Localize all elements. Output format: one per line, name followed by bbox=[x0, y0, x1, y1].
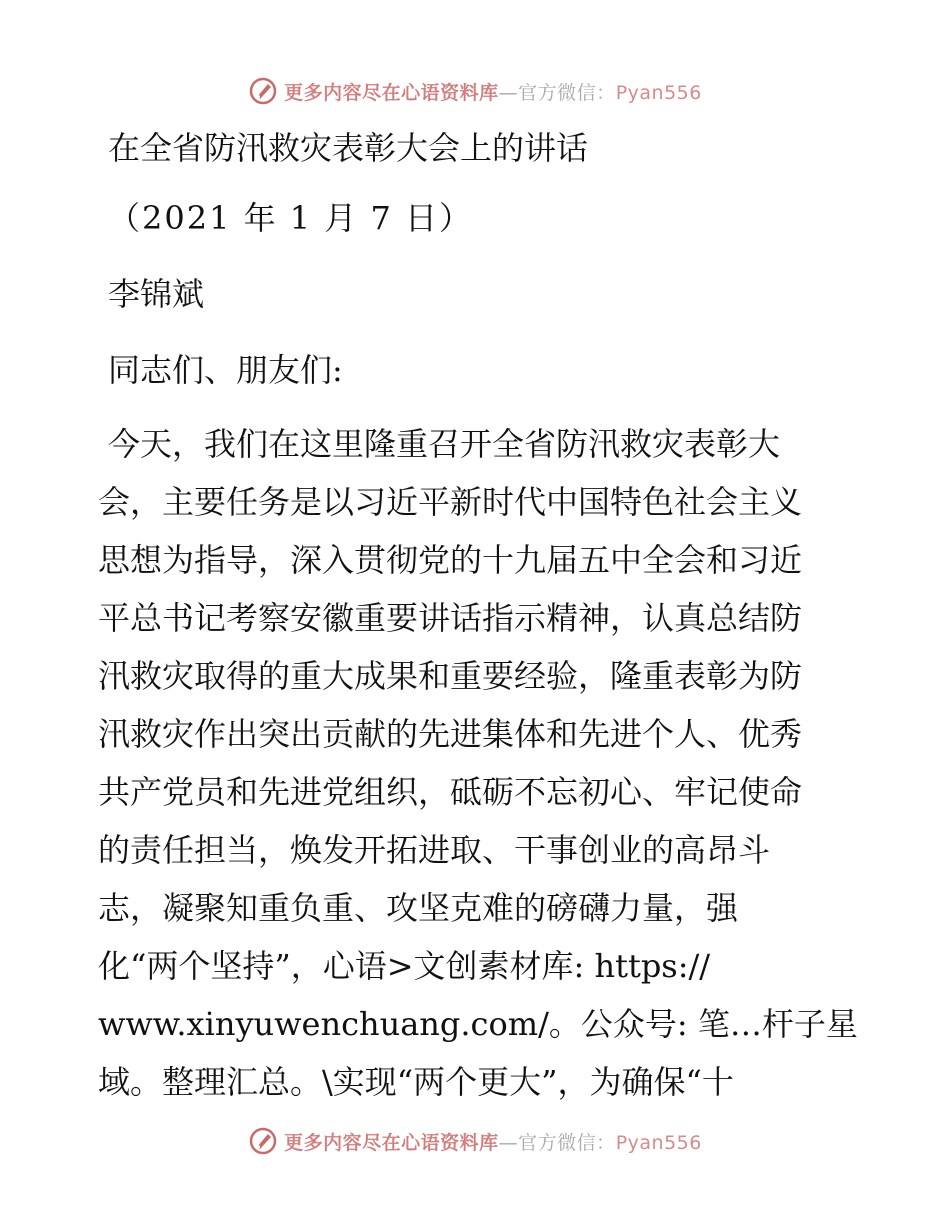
pen-logo-icon bbox=[248, 1126, 278, 1156]
body-line: 的责任担当，焕发开拓进取、干事创业的高昂斗 bbox=[98, 831, 771, 869]
pen-logo-icon bbox=[248, 76, 278, 106]
body-line: 志，凝聚知重负重、攻坚克难的磅礴力量，强 bbox=[98, 889, 739, 927]
document-date: （2021 年 1 月 7 日） bbox=[108, 199, 474, 237]
watermark-id: Pyan556 bbox=[615, 1131, 702, 1154]
body-line: 域。整理汇总。\实现“两个更大”，为确保“十 bbox=[98, 1063, 734, 1101]
footer-watermark bbox=[0, 1124, 950, 1158]
watermark-sub: 官方微信： bbox=[518, 81, 616, 104]
document-author: 李锦斌 bbox=[108, 275, 205, 313]
watermark-main: 更多内容尽在心语资料库 bbox=[284, 81, 499, 104]
document-title: 在全省防汛救灾表彰大会上的讲话 bbox=[108, 129, 589, 167]
watermark-main: 更多内容尽在心语资料库 bbox=[284, 1131, 499, 1154]
body-line: 汛救灾作出突出贡献的先进集体和先进个人、优秀 bbox=[98, 715, 803, 753]
watermark-dash: — bbox=[498, 81, 519, 104]
watermark-id: Pyan556 bbox=[615, 81, 702, 104]
body-line: 平总书记考察安徽重要讲话指示精神，认真总结防 bbox=[98, 599, 803, 637]
body-line: www.xinyuwenchuang.com/。公众号: 笔…杆子星 bbox=[98, 1005, 858, 1043]
body-line: 会，主要任务是以习近平新时代中国特色社会主义 bbox=[98, 483, 803, 521]
body-line: 汛救灾取得的重大成果和重要经验，隆重表彰为防 bbox=[98, 657, 803, 695]
body-line: 共产党员和先进党组织，砥砺不忘初心、牢记使命 bbox=[98, 773, 803, 811]
body-line: 今天，我们在这里隆重召开全省防汛救灾表彰大 bbox=[108, 425, 781, 463]
watermark-sub: 官方微信： bbox=[518, 1131, 616, 1154]
body-line: 化“两个坚持”，心语>文创素材库: https:// bbox=[98, 947, 711, 985]
watermark-text bbox=[284, 78, 702, 105]
document-greeting: 同志们、朋友们: bbox=[108, 351, 343, 389]
watermark-text bbox=[284, 1128, 702, 1155]
body-line: 思想为指导，深入贯彻党的十九届五中全会和习近 bbox=[98, 541, 803, 579]
header-watermark bbox=[0, 74, 950, 108]
watermark-dash: — bbox=[498, 1131, 519, 1154]
